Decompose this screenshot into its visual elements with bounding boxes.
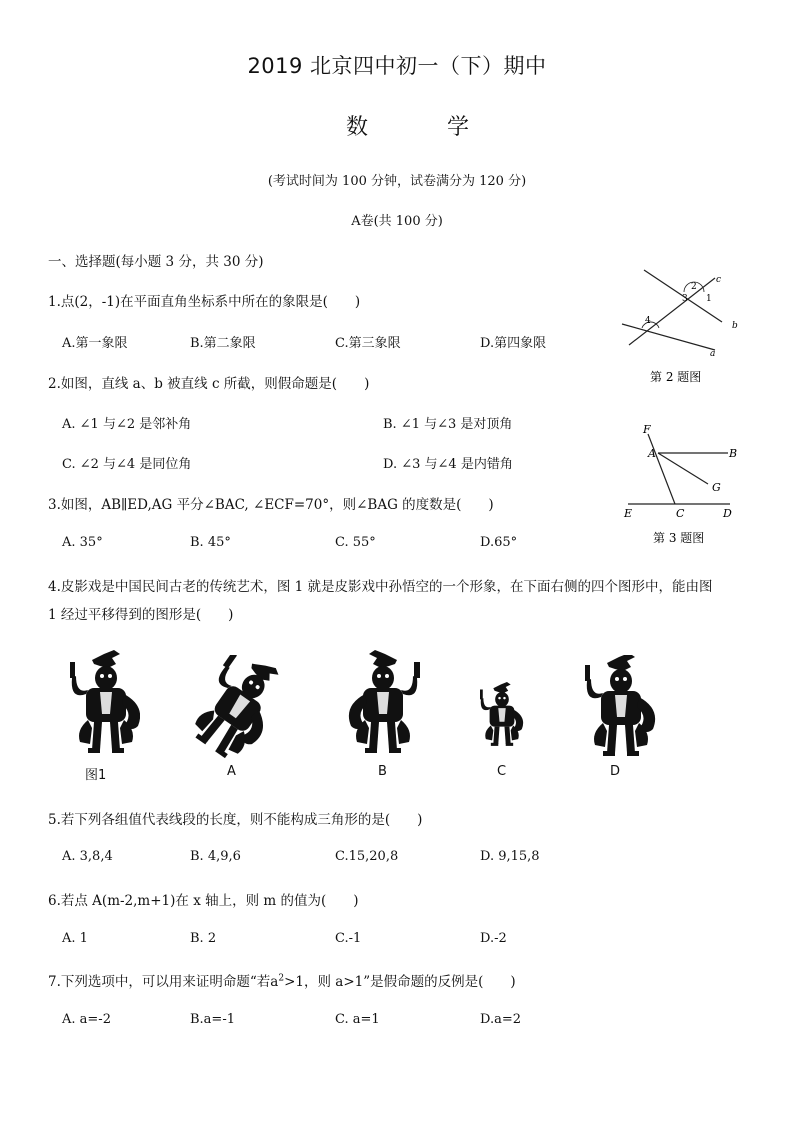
puppet-label-d: D bbox=[610, 764, 621, 779]
question-7-stem bbox=[48, 970, 516, 990]
fig2-label-b: b bbox=[732, 321, 738, 331]
question-4-stem-line1: 4.皮影戏是中国民间古老的传统艺术，图 1 就是皮影戏中孙悟空的一个形象，在下面右侧的四个图形中，能由图 bbox=[48, 579, 713, 595]
question-7-option-b: B.a=-1 bbox=[190, 1012, 235, 1027]
puppet-figure-b bbox=[345, 650, 420, 760]
fig3-label-g: G bbox=[712, 481, 721, 494]
question-1-stem: 1.点(2，-1)在平面直角坐标系中所在的象限是( ) bbox=[48, 294, 361, 310]
fig3-label-a: A bbox=[648, 447, 656, 460]
question-3-option-b: B. 45° bbox=[190, 535, 231, 550]
puppet-figure-d bbox=[585, 655, 660, 765]
exam-note: (考试时间为 100 分钟，试卷满分为 120 分) bbox=[267, 174, 527, 189]
question-3-stem: 3.如图，AB∥ED,AG 平分∠BAC, ∠ECF=70°，则∠BAG 的度数是( ) bbox=[48, 497, 494, 513]
subject-title: 数 学 bbox=[346, 115, 505, 140]
exam-title: 2019 北京四中初一（下）期中 bbox=[247, 54, 547, 78]
fig3-label-b: B bbox=[729, 447, 738, 460]
question-1-option-d: D.第四象限 bbox=[480, 336, 547, 351]
question-6-stem: 6.若点 A(m-2,m+1)在 x 轴上，则 m 的值为( ) bbox=[48, 893, 359, 909]
fig2-label-2: 2 bbox=[691, 282, 697, 292]
question-3-option-a: A. 35° bbox=[62, 535, 103, 550]
question-5-stem: 5.若下列各组值代表线段的长度，则不能构成三角形的是( ) bbox=[48, 812, 423, 828]
puppet-label-c: C bbox=[497, 764, 507, 779]
question-7-stem-post: >1，则 a>1”是假命题的反例是( ) bbox=[284, 974, 516, 990]
question-1-option-c: C.第三象限 bbox=[335, 336, 401, 351]
puppet-figure-1 bbox=[70, 650, 140, 760]
question-6-option-a: A. 1 bbox=[62, 931, 88, 946]
question-7-superscript: 2 bbox=[278, 973, 285, 984]
question-5-option-b: B. 4,9,6 bbox=[190, 849, 241, 864]
question-2-stem: 2.如图，直线 a、b 被直线 c 所截，则假命题是( ) bbox=[48, 376, 370, 392]
question-1-option-a: A.第一象限 bbox=[62, 336, 128, 351]
question-3-option-d: D.65° bbox=[480, 535, 518, 550]
question-2-option-a: A. ∠1 与∠2 是邻补角 bbox=[62, 417, 192, 432]
fig3-label-f: F bbox=[643, 423, 651, 436]
volume-label: A卷(共 100 分) bbox=[351, 214, 443, 229]
fig3-label-d: D bbox=[723, 507, 732, 520]
question-5-option-d: D. 9,15,8 bbox=[480, 849, 540, 864]
question-7-option-a: A. a=-2 bbox=[62, 1012, 111, 1027]
question-5-option-a: A. 3,8,4 bbox=[62, 849, 113, 864]
fig3-label-e: E bbox=[624, 507, 633, 520]
fig2-label-a: a bbox=[710, 349, 716, 359]
puppet-label-a: A bbox=[227, 764, 236, 779]
fig2-label-c: c bbox=[716, 275, 722, 285]
section-heading: 一、选择题(每小题 3 分，共 30 分) bbox=[48, 254, 264, 270]
question-6-option-c: C.-1 bbox=[335, 931, 362, 946]
fig2-label-1: 1 bbox=[706, 294, 712, 304]
question-7-option-d: D.a=2 bbox=[480, 1012, 522, 1027]
figure-2-diagram bbox=[612, 262, 747, 384]
question-2-option-c: C. ∠2 与∠4 是同位角 bbox=[62, 457, 192, 472]
fig2-caption: 第 2 题图 bbox=[650, 370, 702, 384]
question-2-option-d: D. ∠3 与∠4 是内错角 bbox=[383, 457, 513, 472]
question-2-option-b: B. ∠1 与∠3 是对顶角 bbox=[383, 417, 513, 432]
fig3-caption: 第 3 题图 bbox=[653, 531, 705, 545]
fig2-label-3: 3 bbox=[682, 294, 688, 304]
fig3-label-c: C bbox=[676, 507, 685, 520]
question-5-option-c: C.15,20,8 bbox=[335, 849, 399, 864]
question-4-stem-line2: 1 经过平移得到的图形是( ) bbox=[48, 607, 234, 623]
puppet-figure-a bbox=[192, 655, 282, 765]
puppet-label-1: 图1 bbox=[85, 768, 107, 783]
question-1-option-b: B.第二象限 bbox=[190, 336, 256, 351]
question-3-option-c: C. 55° bbox=[335, 535, 376, 550]
question-7-stem-pre: 7.下列选项中，可以用来证明命题“若a bbox=[48, 974, 279, 990]
question-7-option-c: C. a=1 bbox=[335, 1012, 380, 1027]
fig2-label-4: 4 bbox=[645, 316, 651, 326]
figure-3-diagram bbox=[612, 418, 752, 550]
puppet-figure-c bbox=[480, 680, 525, 755]
question-6-option-b: B. 2 bbox=[190, 931, 217, 946]
puppet-label-b: B bbox=[378, 764, 387, 779]
question-6-option-d: D.-2 bbox=[480, 931, 507, 946]
